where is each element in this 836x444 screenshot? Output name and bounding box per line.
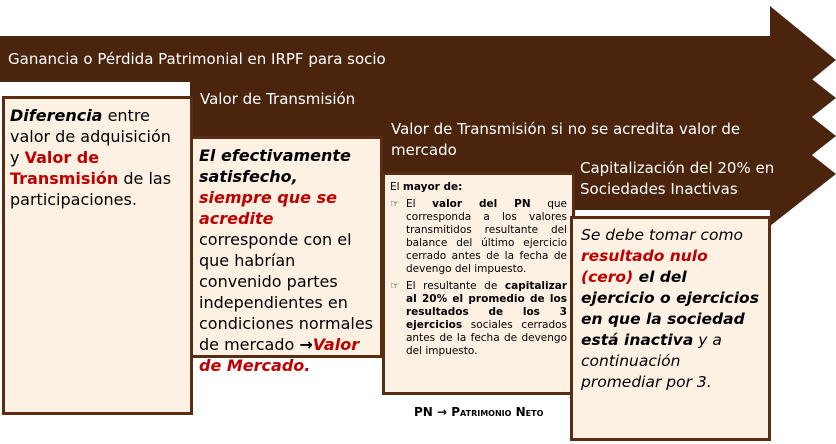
box-valor-transmision-text — [199, 145, 374, 376]
footnote-pn — [414, 405, 543, 419]
box4-text-3: el del ejercicio o ejercicios en que la sociedad está inactiva — [581, 268, 759, 349]
box3-bullet-2-text — [406, 280, 567, 358]
bar-2-label: Valor de Transmisión — [200, 90, 356, 108]
box-mayor-de — [382, 172, 575, 395]
box4-resultado-nulo: resultado nulo (cero) — [581, 247, 708, 286]
bar-1-label: Ganancia o Pérdida Patrimonial en IRPF para socio — [8, 50, 386, 68]
box3-heading-pre: El — [390, 181, 403, 193]
box-ganancia — [2, 96, 193, 415]
bar-4-label — [580, 158, 774, 200]
box1-text-2: entre valor de adquisición y — [10, 106, 171, 167]
bar-4-label-line1: Capitalización del 20% en — [580, 159, 775, 177]
box3-heading-bold: mayor de: — [402, 181, 463, 193]
bar-4-label-line2: Sociedades Inactivas — [580, 180, 738, 198]
box2-arrow: → — [299, 335, 313, 354]
b1-p3: que corresponda a los valores transmitidos resultante del balance del último ejercicio cerrado antes de la fecha de devengo del impuesto. — [406, 198, 568, 275]
bar-3-label — [391, 119, 740, 161]
box4-text-4: y a continuación promediar por 3. — [581, 331, 722, 391]
b1-p1: El — [406, 198, 433, 210]
box3-bullet-1-text — [406, 198, 567, 276]
box-sociedades-inactivas — [570, 216, 771, 441]
box3-heading — [390, 181, 567, 194]
footnote-post: Patrimonio Neto — [447, 405, 544, 419]
box2-text-1: El efectivamente satisfecho, — [199, 146, 351, 186]
box3-bullet-2 — [390, 280, 567, 358]
b1-p2: valor del PN — [432, 198, 531, 210]
box1-valor-transmision: Valor de Transmisión — [10, 148, 119, 188]
box-valor-transmision — [190, 136, 383, 375]
box1-diferencia: Diferencia — [10, 106, 103, 125]
b2-p3: sociales cerrados antes de la fecha de devengo del impuesto. — [406, 319, 567, 357]
box3-bullet-1 — [390, 198, 567, 276]
box-ganancia-text — [10, 105, 185, 210]
box-sociedades-inactivas-text — [581, 225, 760, 393]
hand-pointer-icon: ☞ — [390, 280, 400, 292]
b2-p1: El resultante de — [406, 280, 505, 292]
bar-3-label-line1: Valor de Transmisión si no se acredita valor de — [391, 120, 741, 138]
hand-pointer-icon: ☞ — [390, 198, 400, 210]
box2-text-3: corresponde con el que habrían convenido partes independientes en condiciones normales de mercado — [199, 230, 374, 354]
footnote-pre: PN — [414, 405, 438, 419]
bar-3-label-line2: mercado — [391, 141, 457, 159]
box2-siempre: siempre que se acredite — [199, 188, 337, 228]
box2-valor-mercado: Valor de Mercado. — [199, 335, 360, 375]
b2-p2: capitalizar al 20% el promedio de los resultados de los 3 ejercicios — [406, 280, 567, 331]
footnote-arrow: → — [437, 405, 448, 419]
box4-text-1: Se debe tomar como — [581, 226, 744, 244]
box1-text-4: de las participaciones. — [10, 169, 172, 209]
